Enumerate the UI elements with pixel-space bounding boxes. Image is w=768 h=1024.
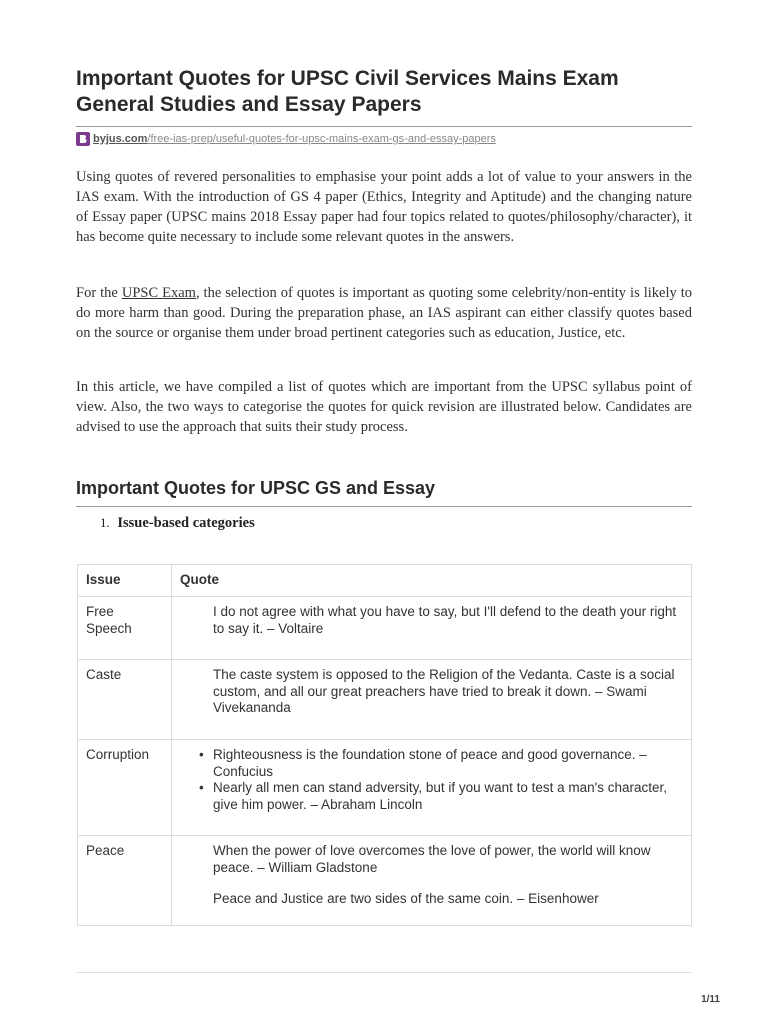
list-label: Issue-based categories [117, 515, 255, 531]
byjus-logo-icon [76, 132, 90, 146]
source-link[interactable] [76, 131, 496, 147]
table-row [78, 836, 692, 926]
issue-cell: Free Speech [78, 597, 172, 660]
quote-text: I do not agree with what you have to say, but I'll defend to the death your right to say it. – Voltaire [213, 604, 677, 636]
paragraph-text: For the [76, 285, 122, 301]
table-row [78, 740, 692, 836]
quotes-table [77, 564, 692, 926]
quote-bullet-list [213, 747, 679, 813]
source-path[interactable]: /free-ias-prep/useful-quotes-for-upsc-mains-exam-gs-and-essay-papers [147, 133, 496, 145]
quote-bullet: • Righteousness is the foundation stone of peace and good governance. – Confucius [213, 747, 679, 780]
table-header-row [78, 565, 692, 597]
title-divider [76, 126, 692, 127]
upsc-exam-link[interactable]: UPSC Exam [121, 285, 196, 301]
page-number: 1/11 [701, 994, 720, 1005]
section-heading: Important Quotes for UPSC GS and Essay [76, 478, 436, 498]
quote-text: The caste system is opposed to the Religion of the Vedanta. Caste is a social custom, and all our great preachers have tried to break it down. – Swami Vivekananda [213, 667, 675, 715]
quote-text: When the power of love overcomes the love of power, the world will know peace. – William Gladstone [213, 843, 651, 875]
quote-bullet: • Nearly all men can stand adversity, but if you want to test a man's character, give him power. – Abraham Lincoln [213, 780, 679, 813]
issue-cell: Caste [78, 660, 172, 740]
quote-text: Peace and Justice are two sides of the same coin. – Eisenhower [213, 891, 599, 906]
quote-cell [172, 660, 692, 740]
table-row [78, 597, 692, 660]
footer-divider [76, 972, 692, 973]
paragraph-text: , the selection of quotes is important as quoting some celebrity/non-entity is likely to do more harm than good. During the preparation phase, an IAS aspirant can either classify quotes based on the source or organise them under broad pertinent categories such as education, Justice, etc. [76, 285, 692, 341]
header-quote: Quote [172, 565, 692, 597]
intro-paragraph: Using quotes of revered personalities to emphasise your point adds a lot of value to your answers in the IAS exam. With the introduction of GS 4 paper (Ethics, Integrity and Aptitude) and the changing nature of Essay paper (UPSC mains 2018 Essay paper had four topics related to quotes/philosophy/character), it has become quite necessary to include some relevant quotes in the answers. [76, 169, 692, 245]
quote-cell [172, 597, 692, 660]
quote-cell [172, 740, 692, 836]
source-domain[interactable]: byjus.com [93, 133, 148, 145]
header-issue: Issue [78, 565, 172, 597]
selection-paragraph [76, 283, 692, 343]
list-number: 1. [100, 515, 110, 530]
article-overview-paragraph: In this article, we have compiled a list of quotes which are important from the UPSC syllabus point of view. Also, the two ways to categorise the quotes for quick revision are illustrated below. Candidates are advised to use the approach that suits their study process. [76, 379, 692, 435]
document-title: Important Quotes for UPSC Civil Services Mains Exam General Studies and Essay Papers [76, 67, 619, 116]
ordered-list-item [100, 515, 255, 532]
quote-cell [172, 836, 692, 926]
table-row [78, 660, 692, 740]
issue-cell: Peace [78, 836, 172, 926]
section-divider [76, 506, 692, 507]
issue-cell: Corruption [78, 740, 172, 836]
